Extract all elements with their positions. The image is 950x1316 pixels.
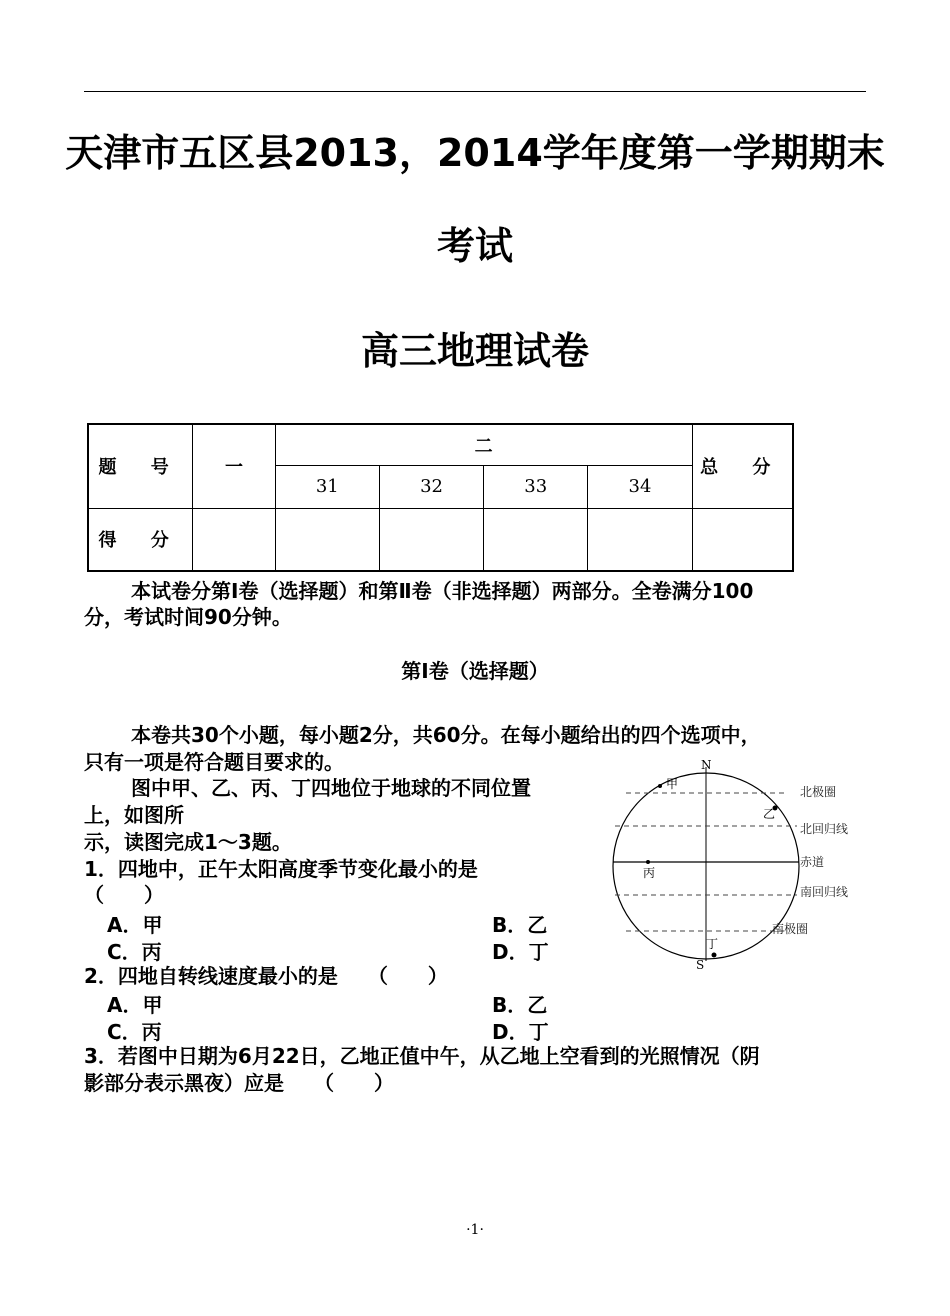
question-1-option-c: C．丙 [107,940,162,964]
score-table-score-label: 得 分 [88,508,193,571]
question-1-option-b: B．乙 [492,913,548,937]
page-number: ·1· [466,1222,484,1238]
question-2-stem: 2．四地自转线速度最小的是 （ ） [84,964,448,988]
instructions-line1: 本卷共30个小题，每小题2分，共60分。在每小题给出的四个选项中， [131,723,761,747]
section1-title: 第Ⅰ卷（选择题） [401,659,549,683]
question-2-option-a: A．甲 [107,993,163,1017]
point-ding-marker [712,953,717,958]
point-bing-label: 丙 [643,866,656,880]
point-ding-label: 丁 [706,937,719,951]
north-label: N [701,758,712,772]
point-jia-marker [658,784,662,788]
question-2-option-b: B．乙 [492,993,548,1017]
globe-diagram [596,756,856,972]
score-cell-q33 [484,508,588,571]
figure-intro-line1: 图中甲、乙、丙、丁四地位于地球的不同位置 [131,776,531,800]
figure-intro-line3: 示，读图完成1～3题。 [84,830,292,854]
score-table-q31: 31 [275,465,379,508]
score-cell-part1 [193,508,275,571]
score-table-part2: 二 [275,424,692,465]
score-cell-q34 [588,508,692,571]
score-table-q34: 34 [588,465,692,508]
score-table-q33: 33 [484,465,588,508]
question-2-option-d: D．丁 [492,1020,549,1044]
question-1-option-d: D．丁 [492,940,549,964]
question-1-option-a: A．甲 [107,913,163,937]
question-1-stem: 1．四地中，正午太阳高度季节变化最小的是 [84,857,478,881]
question-3-stem-line1: 3．若图中日期为6月22日，乙地正值中午，从乙地上空看到的光照情况（阴 [84,1044,760,1068]
figure-intro-line2: 上，如图所 [84,803,184,827]
score-cell-q32 [379,508,483,571]
score-cell-q31 [275,508,379,571]
score-table [87,423,794,572]
score-table-part1: 一 [193,424,275,508]
arctic-circle-label: 北极圈 [800,785,837,799]
point-jia-label: 甲 [666,777,679,791]
question-3-stem-line2: 影部分表示黑夜）应是 （ ） [84,1071,394,1095]
page-subtitle: 高三地理试卷 [360,329,589,373]
instructions-line2: 只有一项是符合题目要求的。 [84,750,344,774]
page-title-continued: 考试 [436,224,513,268]
top-rule [84,91,866,92]
page-title: 天津市五区县2013，2014学年度第一学期期末 [65,131,885,175]
score-cell-total [692,508,793,571]
equator-label: 赤道 [800,855,825,869]
question-2-option-c: C．丙 [107,1020,162,1044]
score-table-total-label: 总 分 [692,424,793,508]
intro-line2: 分，考试时间90分钟。 [84,605,292,629]
intro-line1: 本试卷分第Ⅰ卷（选择题）和第Ⅱ卷（非选择题）两部分。全卷满分100 [131,579,754,603]
point-bing-marker [646,860,650,864]
point-yi-label: 乙 [763,807,776,821]
tropic-of-capricorn-label: 南回归线 [800,885,849,899]
question-1-paren: （ ） [84,883,164,907]
antarctic-circle-label: 南极圈 [772,922,809,936]
score-table-header-label: 题 号 [88,424,193,508]
south-label: S [696,958,705,972]
score-table-q32: 32 [379,465,483,508]
tropic-of-cancer-label: 北回归线 [800,822,849,836]
